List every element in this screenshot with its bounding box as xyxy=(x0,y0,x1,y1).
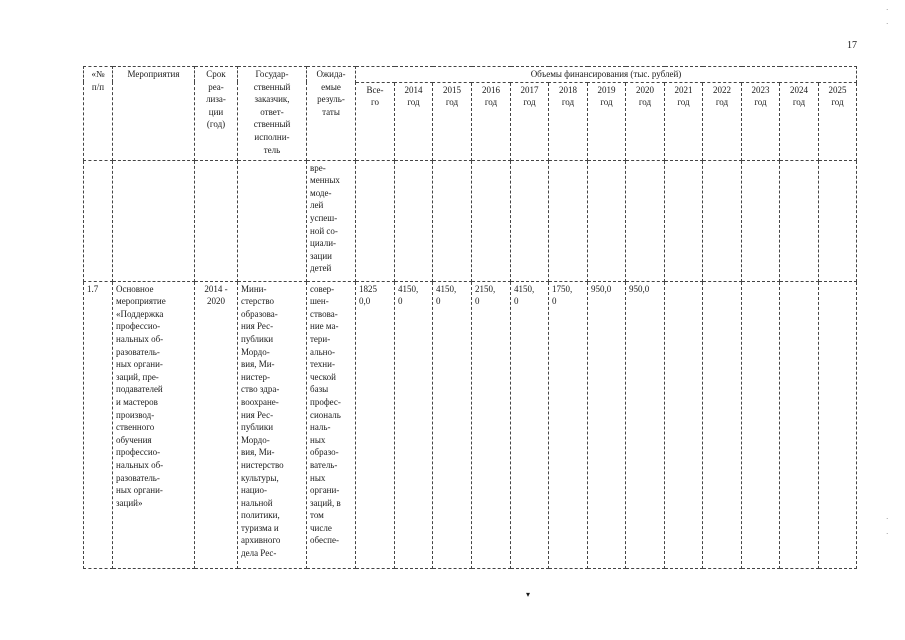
header-year: 2018 год xyxy=(549,82,588,160)
row-customer: Мини- стерство образова- ния Рес- публики Мордо- вия, Ми- нистер- ство здра- воохране- ния Рес- публики Мордо- вия, Ми- нистерство культуры, нацио- нальной политики, туризма и архивного дела Рес- xyxy=(238,281,307,568)
table-row-1-7 xyxy=(84,281,857,568)
row-year-value: 1750, 0 xyxy=(549,281,588,568)
header-row-1 xyxy=(84,67,857,83)
row-num: 1.7 xyxy=(84,281,113,568)
row-measure: Основное мероприятие «Поддержка профессио- нальных об- разователь- ных органи- заций, пре- подавателей и мастеров производ- ственного обучения профессио- нальных об- разователь- ных органи- заций» xyxy=(113,281,195,568)
header-results: Ожида- емые резуль- таты xyxy=(307,67,356,161)
header-funding: Объемы финансирования (тыс. рублей) xyxy=(356,67,857,83)
scan-edge-mark: · xyxy=(886,20,889,28)
scan-edge-mark: · xyxy=(886,530,889,538)
header-year: 2025 год xyxy=(819,82,857,160)
header-period: Срок реа- лиза- ции (год) xyxy=(195,67,238,161)
header-year: 2022 год xyxy=(703,82,742,160)
row-year-value xyxy=(780,281,819,568)
funding-table xyxy=(83,66,857,569)
header-customer: Государ- ственный заказчик, ответ- ственный исполни- тель xyxy=(238,67,307,161)
header-measure: Мероприятия xyxy=(113,67,195,161)
row-year-value xyxy=(703,281,742,568)
header-year: 2019 год xyxy=(588,82,626,160)
scan-mark: ▾ xyxy=(526,590,531,599)
page-number: 17 xyxy=(847,40,857,51)
row-year-value: 4150, 0 xyxy=(395,281,433,568)
row-year-value: 950,0 xyxy=(588,281,626,568)
row-period: 2014 - 2020 xyxy=(195,281,238,568)
header-year: 2017 год xyxy=(511,82,549,160)
row-year-value xyxy=(742,281,780,568)
scan-edge-mark: · xyxy=(886,515,889,523)
header-year: 2014 год xyxy=(395,82,433,160)
row-total: 1825 0,0 xyxy=(356,281,395,568)
header-num: «№ п/п xyxy=(84,67,113,161)
row-results: совер- шен- ствова- ние ма- тери- ально- техни- ческой базы профес- сиональ наль- ных образо- ватель- ных органи- заций, в том числе обеспе- xyxy=(307,281,356,568)
header-year: 2021 год xyxy=(665,82,703,160)
row-year-value: 950,0 xyxy=(626,281,665,568)
header-year: 2023 год xyxy=(742,82,780,160)
header-year: 2015 год xyxy=(433,82,472,160)
continued-results: вре- менных моде- лей успеш- ной со- циали- зации детей xyxy=(307,160,356,281)
header-year: 2016 год xyxy=(472,82,511,160)
row-year-value: 4150, 0 xyxy=(511,281,549,568)
row-year-value: 2150, 0 xyxy=(472,281,511,568)
header-total: Все- го xyxy=(356,82,395,160)
header-year: 2020 год xyxy=(626,82,665,160)
header-year: 2024 год xyxy=(780,82,819,160)
row-year-value xyxy=(665,281,703,568)
table-row-continued xyxy=(84,160,857,281)
scan-edge-mark: · xyxy=(886,6,889,14)
row-year-value xyxy=(819,281,857,568)
row-year-value: 4150, 0 xyxy=(433,281,472,568)
